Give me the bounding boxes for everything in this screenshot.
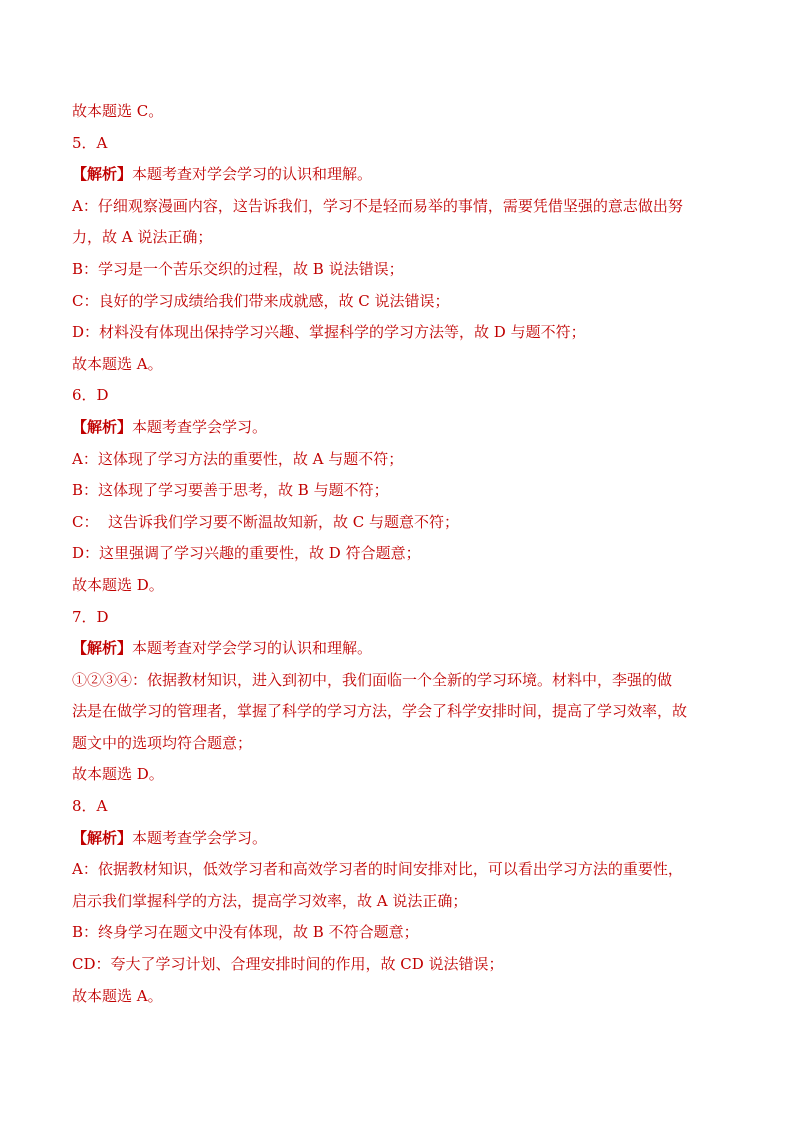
- q8-answer-number: 8．A: [72, 797, 108, 816]
- q8-option-a-line2: 启示我们掌握科学的方法，提高学习效率，故 A 说法正确；: [72, 891, 468, 910]
- q8-option-a-line1: A：依据教材知识，低效学习者和高效学习者的时间安排对比，可以看出学习方法的重要性，: [72, 860, 683, 879]
- analysis-text: 本题考查学会学习。: [132, 828, 268, 847]
- analysis-tag: 【解析】: [72, 165, 133, 184]
- analysis-text: 本题考查学会学习。: [132, 417, 268, 436]
- q7-answer-number: 7．D: [72, 607, 109, 626]
- q5-option-a-line1: A：仔细观察漫画内容，这告诉我们，学习不是轻而易举的事情，需要凭借坚强的意志做出努: [72, 196, 683, 215]
- q5-option-b: B：学习是一个苦乐交织的过程，故 B 说法错误；: [72, 259, 404, 278]
- q4-conclusion: 故本题选 C。: [72, 102, 164, 120]
- q8-option-cd: CD：夸大了学习计划、合理安排时间的作用，故 CD 说法错误；: [72, 955, 504, 974]
- q8-conclusion: 故本题选 A。: [72, 986, 163, 1005]
- q7-conclusion: 故本题选 D。: [72, 765, 164, 784]
- analysis-tag: 【解析】: [72, 828, 133, 847]
- q5-answer-number: 5．A: [72, 133, 108, 152]
- analysis-text: 本题考查对学会学习的认识和理解。: [132, 165, 373, 184]
- q7-body-line2: 法是在做学习的管理者，掌握了科学的学习方法，学会了科学安排时间，提高了学习效率，故: [72, 702, 688, 721]
- q5-option-a-line2: 力，故 A 说法正确；: [72, 228, 213, 247]
- q6-option-b: B：这体现了学习要善于思考，故 B 与题不符；: [72, 481, 389, 500]
- q7-body-line1: ①②③④：依据教材知识，进入到初中，我们面临一个全新的学习环境。材料中，李强的做: [72, 670, 673, 689]
- q5-option-c: C：良好的学习成绩给我们带来成就感，故 C 说法错误；: [72, 291, 450, 310]
- q8-option-b: B：终身学习在题文中没有体现，故 B 不符合题意；: [72, 923, 419, 942]
- q6-conclusion: 故本题选 D。: [72, 575, 164, 594]
- analysis-text: 本题考查对学会学习的认识和理解。: [132, 639, 373, 658]
- q6-option-d: D：这里强调了学习兴趣的重要性，故 D 符合题意；: [72, 544, 421, 563]
- q7-body-line3: 题文中的选项均符合题意；: [72, 733, 253, 752]
- q5-conclusion: 故本题选 A。: [72, 354, 163, 373]
- q5-option-d: D：材料没有体现出保持学习兴趣、掌握科学的学习方法等，故 D 与题不符；: [72, 323, 586, 342]
- q6-analysis-intro: [72, 412, 732, 444]
- q6-answer-number: 6．D: [72, 386, 109, 405]
- q8-analysis-intro: [72, 823, 732, 855]
- q7-analysis-intro: [72, 633, 732, 665]
- q5-analysis-intro: [72, 159, 732, 191]
- answer-document: [72, 96, 732, 1012]
- analysis-tag: 【解析】: [72, 417, 133, 436]
- analysis-tag: 【解析】: [72, 639, 133, 658]
- q6-option-c: C： 这告诉我们学习要不断温故知新，故 C 与题意不符；: [72, 512, 460, 531]
- q6-option-a: A：这体现了学习方法的重要性，故 A 与题不符；: [72, 449, 404, 468]
